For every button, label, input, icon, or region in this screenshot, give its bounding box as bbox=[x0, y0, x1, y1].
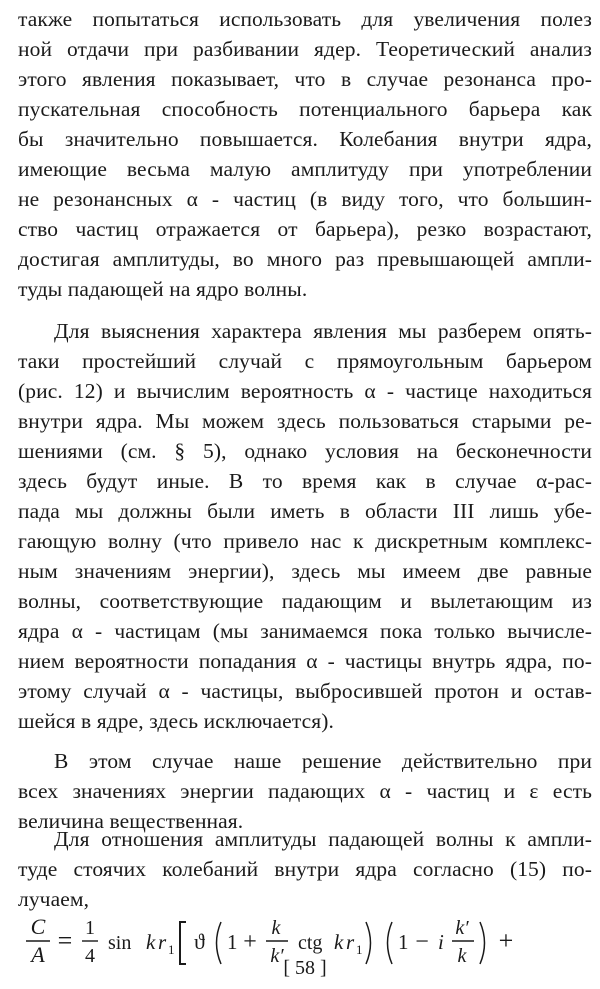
subscript: 1 bbox=[356, 942, 363, 957]
text-line: величина вещественная. bbox=[18, 809, 244, 833]
fraction-numerator: k′ bbox=[455, 917, 469, 939]
text-line: туды падающей на ядро волны. bbox=[18, 277, 308, 301]
text-line: волны, соответствующие падающим и вылетающим из bbox=[18, 589, 592, 613]
text-line: ство частиц отражается от барьера), резко возрастают, bbox=[18, 217, 592, 241]
text-line: ной отдачи при разбивании ядер. Теоретический анализ bbox=[18, 37, 592, 61]
text-line: этого явления показывает, что в случае резонанса про- bbox=[18, 67, 592, 91]
text-line: туде стоячих колебаний внутри ядра согласно (15) по- bbox=[18, 857, 592, 881]
text-line: В этом случае наше решение действительно при bbox=[54, 749, 592, 773]
left-bracket bbox=[180, 922, 186, 964]
text-line: лучаем, bbox=[18, 887, 90, 911]
function-name: ctg bbox=[298, 932, 323, 954]
variable: r bbox=[346, 930, 355, 954]
text-line: всех значениях энергии падающих α - частиц и ε есть bbox=[18, 779, 592, 803]
fraction-numerator: 1 bbox=[85, 917, 95, 939]
number: 1 bbox=[227, 930, 238, 954]
plus-sign: + bbox=[498, 926, 514, 955]
fraction-denominator: 4 bbox=[85, 945, 95, 967]
text-line: шейся в ядре, здесь исключается). bbox=[18, 709, 334, 733]
text-line: гающую волну (что привело нас к дискретным комплекс- bbox=[18, 529, 592, 553]
fraction-denominator: k′ bbox=[270, 945, 284, 967]
text-line: ным значениям энергии), здесь мы имеем две равные bbox=[18, 559, 592, 583]
function-name: sin bbox=[108, 932, 132, 954]
fraction-denominator: k bbox=[457, 945, 467, 967]
text-line: (рис. 12) и вычислим вероятность α - частице находиться bbox=[18, 379, 592, 403]
text-line: имеющие весьма малую амплитуду при употреблении bbox=[18, 157, 592, 181]
text-line: Для выяснения характера явления мы разберем опять- bbox=[54, 319, 592, 343]
subscript: 1 bbox=[168, 942, 175, 957]
variable: k bbox=[146, 930, 156, 954]
text-line: внутри ядра. Мы можем здесь пользоваться старыми ре- bbox=[18, 409, 592, 433]
right-paren bbox=[366, 922, 371, 964]
number: 1 bbox=[398, 930, 409, 954]
left-paren bbox=[388, 922, 393, 964]
left-paren bbox=[217, 922, 222, 964]
book-page bbox=[18, 4, 592, 984]
text-line: нием вероятности попадания α - частицы внутрь ядра, по- bbox=[18, 649, 592, 673]
symbol: ϑ bbox=[194, 929, 205, 954]
text-line: не резонансных α - частиц (в виду того, что большин- bbox=[18, 187, 592, 211]
text-line: пускательная способность потенциального барьера как bbox=[18, 97, 592, 121]
equation bbox=[18, 916, 592, 968]
text-line: таки простейший случай с прямоугольным барьером bbox=[18, 349, 592, 373]
fraction-numerator: C bbox=[30, 916, 46, 939]
variable: r bbox=[158, 930, 167, 954]
text-line: пада мы должны были иметь в области III лишь убе- bbox=[18, 499, 592, 523]
imaginary-unit: i bbox=[438, 930, 444, 954]
minus-sign: − bbox=[415, 929, 429, 955]
fraction-denominator: A bbox=[31, 942, 45, 967]
right-paren bbox=[480, 922, 485, 964]
text-line: этому случай α - частицы, выбросившей протон и остав- bbox=[18, 679, 592, 703]
text-line: достигая амплитуды, во много раз превышающей ампли- bbox=[18, 247, 592, 271]
equals-sign: = bbox=[57, 926, 73, 955]
fraction-numerator: k bbox=[271, 917, 281, 939]
text-line: Для отношения амплитуды падающей волны к ампли- bbox=[54, 827, 592, 851]
plus-sign: + bbox=[243, 929, 257, 955]
text-line: здесь будут иные. В то время как в случае α-рас- bbox=[18, 469, 592, 493]
text-line: ядра α - частицам (мы занимаемся пока только вычисле- bbox=[18, 619, 592, 643]
page-number: [ 58 ] bbox=[283, 957, 327, 979]
text-line: шениями (см. § 5), однако условия на бесконечности bbox=[18, 439, 592, 463]
variable: k bbox=[334, 930, 344, 954]
text-line: также попытаться использовать для увеличения полез bbox=[18, 7, 592, 31]
text-line: бы значительно повышается. Колебания внутри ядра, bbox=[18, 127, 592, 151]
